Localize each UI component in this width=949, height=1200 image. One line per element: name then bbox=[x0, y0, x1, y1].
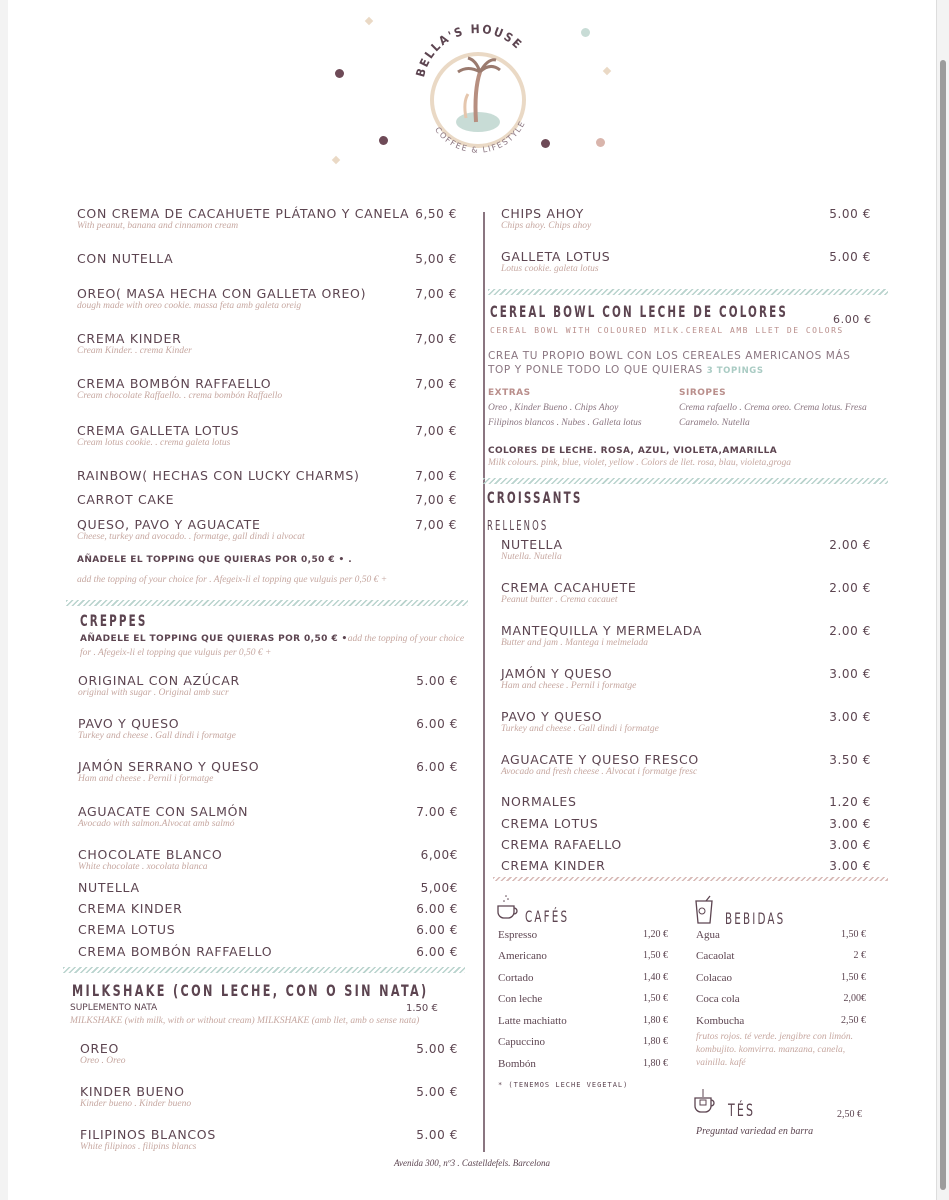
item-translation: Peanut butter . Crema cacauet bbox=[501, 595, 618, 605]
drink-price: 1,50 € bbox=[841, 929, 866, 940]
item-name: NUTELLA bbox=[78, 880, 140, 895]
topping-note: AÑADELE EL TOPPING QUE QUIERAS POR 0,50 € • . bbox=[77, 555, 353, 565]
item-price: 3.00 € bbox=[829, 859, 871, 873]
item-name: KINDER BUENO bbox=[80, 1084, 185, 1099]
drink-item bbox=[498, 972, 668, 984]
item-translation: White filipinos . filipins blancs bbox=[80, 1142, 197, 1152]
drink-item bbox=[696, 950, 866, 962]
drink-item bbox=[498, 1036, 668, 1048]
item-name: OREO( MASA HECHA CON GALLETA OREO) bbox=[77, 286, 367, 301]
item-price: 7,00 € bbox=[415, 518, 457, 532]
item-name: CREMA KINDER bbox=[77, 331, 182, 346]
item-name: CON NUTELLA bbox=[77, 251, 174, 266]
menu-item bbox=[80, 1127, 458, 1152]
drink-price: 1,50 € bbox=[643, 993, 668, 1004]
item-price: 7.00 € bbox=[416, 805, 458, 819]
item-translation: Ham and cheese . Pernil i formatge bbox=[78, 774, 214, 784]
item-name: CHOCOLATE BLANCO bbox=[78, 847, 223, 862]
rellenos-subtitle: RELLENOS bbox=[487, 519, 549, 534]
item-price: 3.00 € bbox=[829, 817, 871, 831]
drink-name: Kombucha bbox=[696, 1015, 745, 1027]
tes-title: TÉS bbox=[728, 1101, 756, 1121]
menu-item bbox=[77, 206, 457, 231]
item-name: CREMA KINDER bbox=[501, 858, 606, 873]
drink-name: Cortado bbox=[498, 972, 534, 984]
item-translation: Cream lotus cookie. . crema galeta lotus bbox=[77, 438, 231, 448]
drink-name: Cacaolat bbox=[696, 950, 735, 962]
item-translation: With peanut, banana and cinnamon cream bbox=[77, 221, 239, 231]
drink-name: Latte machiatto bbox=[498, 1015, 567, 1027]
cereal-desc-line1: CREA TU PROPIO BOWL CON LOS CEREALES AMERICANOS MÁS bbox=[488, 350, 851, 362]
menu-item bbox=[77, 423, 457, 448]
item-price: 6.00 € bbox=[416, 717, 458, 731]
milkshake-title: MILKSHAKE (CON LECHE, CON O SIN NATA) bbox=[72, 981, 429, 1000]
item-name: PAVO Y QUESO bbox=[78, 716, 180, 731]
tes-icon bbox=[692, 1086, 718, 1123]
drink-price: 2 € bbox=[853, 950, 866, 961]
item-name: CREMA RAFAELLO bbox=[501, 837, 622, 852]
item-translation: Chips ahoy. Chips ahoy bbox=[501, 221, 592, 231]
drink-item bbox=[696, 1015, 866, 1027]
item-name: CARROT CAKE bbox=[77, 492, 175, 507]
menu-item bbox=[501, 206, 871, 231]
creppes-note-sub: add the topping of your choice bbox=[347, 634, 465, 644]
item-price: 5.00 € bbox=[416, 1128, 458, 1142]
decor-dot bbox=[581, 28, 590, 37]
item-price: 5.00 € bbox=[416, 674, 458, 688]
menu-item bbox=[77, 468, 457, 483]
menu-item bbox=[78, 673, 458, 698]
item-price: 3.00 € bbox=[829, 667, 871, 681]
drink-item bbox=[498, 1058, 668, 1070]
item-name: QUESO, PAVO Y AGUACATE bbox=[77, 517, 261, 532]
item-price: 3.50 € bbox=[829, 753, 871, 767]
extras-heading: EXTRAS bbox=[488, 388, 531, 398]
item-name: AGUACATE CON SALMÓN bbox=[78, 804, 249, 819]
item-name: CREMA BOMBÓN RAFFAELLO bbox=[78, 944, 273, 959]
item-name: CREMA CACAHUETE bbox=[501, 580, 637, 595]
menu-item bbox=[78, 922, 458, 937]
item-price: 7,00 € bbox=[415, 424, 457, 438]
item-translation: Lotus cookie. galeta lotus bbox=[501, 264, 599, 274]
menu-item bbox=[80, 1084, 458, 1109]
item-translation: Nutella. Nutella bbox=[501, 552, 562, 562]
milkshake-suplemento-price: 1.50 € bbox=[406, 1003, 438, 1014]
item-translation: Kinder bueno . Kinder bueno bbox=[80, 1099, 192, 1109]
menu-item bbox=[501, 794, 871, 809]
item-translation: Avocado with salmon.Alvocat amb salmó bbox=[78, 819, 235, 829]
decor-dot bbox=[335, 69, 344, 78]
menu-item bbox=[501, 623, 871, 648]
siropes-line1: Crema rafaello . Crema oreo. Crema lotus. Fresa bbox=[679, 403, 867, 413]
drink-item bbox=[498, 929, 668, 941]
item-name: JAMÓN Y QUESO bbox=[501, 666, 613, 681]
logo-bottom-text: COFFEE & LIFESTYLE bbox=[433, 118, 528, 155]
decor-dot bbox=[596, 138, 605, 147]
item-price: 7,00 € bbox=[415, 493, 457, 507]
siropes-line2: Caramelo. Nutella bbox=[679, 418, 750, 428]
item-price: 5,00 € bbox=[415, 252, 457, 266]
item-translation: Avocado and fresh cheese . Alvocat i formatge fresc bbox=[501, 767, 698, 777]
creppes-note-sub2: for . Afegeix-li el topping que vulguis per 0,50 € + bbox=[80, 648, 272, 658]
item-price: 6.00 € bbox=[416, 902, 458, 916]
drink-name: Agua bbox=[696, 929, 720, 941]
menu-item bbox=[501, 837, 871, 852]
item-name: ORIGINAL CON AZÚCAR bbox=[78, 673, 240, 688]
item-name: CHIPS AHOY bbox=[501, 206, 585, 221]
item-name: CREMA GALLETA LOTUS bbox=[77, 423, 240, 438]
item-price: 6.00 € bbox=[416, 945, 458, 959]
divider bbox=[493, 877, 888, 881]
menu-item bbox=[501, 580, 871, 605]
menu-item bbox=[501, 816, 871, 831]
menu-item bbox=[501, 858, 871, 873]
drink-price: 1,20 € bbox=[643, 929, 668, 940]
item-name: PAVO Y QUESO bbox=[501, 709, 603, 724]
menu-item bbox=[501, 709, 871, 734]
drink-item bbox=[696, 972, 866, 984]
menu-page bbox=[8, 0, 937, 1200]
drink-price: 1,80 € bbox=[643, 1058, 668, 1069]
cereal-desc-line2-text: TOP Y PONLE TODO LO QUE QUIERAS bbox=[488, 364, 703, 376]
menu-item bbox=[501, 666, 871, 691]
drink-price: 1,80 € bbox=[643, 1036, 668, 1047]
menu-item bbox=[501, 249, 871, 274]
divider bbox=[66, 600, 468, 606]
item-name: OREO bbox=[80, 1041, 120, 1056]
drink-item bbox=[498, 993, 668, 1005]
menu-item bbox=[77, 331, 457, 356]
item-name: GALLETA LOTUS bbox=[501, 249, 611, 264]
drink-name: Colacao bbox=[696, 972, 733, 984]
item-name: NORMALES bbox=[501, 794, 577, 809]
item-price: 2.00 € bbox=[829, 624, 871, 638]
item-name: NUTELLA bbox=[501, 537, 563, 552]
creppes-note-bold: AÑADELE EL TOPPING QUE QUIERAS POR 0,50 € • bbox=[80, 634, 348, 644]
milkshake-desc: MILKSHAKE (with milk, with or without cream) MILKSHAKE (amb llet, amb o sense nata) bbox=[70, 1016, 420, 1026]
item-name: JAMÓN SERRANO Y QUESO bbox=[78, 759, 260, 774]
croissants-title: CROISSANTS bbox=[487, 488, 583, 507]
item-price: 3.00 € bbox=[829, 710, 871, 724]
drink-price: 2,50 € bbox=[841, 1015, 866, 1026]
menu-item bbox=[80, 1041, 458, 1066]
cafes-title: CAFÉS bbox=[525, 907, 570, 926]
item-translation: Turkey and cheese . Gall dindi i formatge bbox=[78, 731, 236, 741]
decor-dot bbox=[541, 139, 550, 148]
extras-line2: Filipinos blancos . Nubes . Galleta lotus bbox=[488, 418, 642, 428]
column-divider bbox=[483, 212, 485, 1152]
menu-item bbox=[78, 759, 458, 784]
item-price: 5.00 € bbox=[416, 1085, 458, 1099]
menu-item bbox=[78, 901, 458, 916]
item-name: FILIPINOS BLANCOS bbox=[80, 1127, 216, 1142]
item-name: MANTEQUILLA Y MERMELADA bbox=[501, 623, 703, 638]
item-price: 7,00 € bbox=[415, 332, 457, 346]
bebidas-icon bbox=[692, 895, 716, 932]
item-translation: dough made with oreo cookie. massa feta amb galeta oreig bbox=[77, 301, 302, 311]
item-translation: Ham and cheese . Pernil i formatge bbox=[501, 681, 637, 691]
cereal-desc bbox=[488, 349, 851, 378]
item-price: 3.00 € bbox=[829, 838, 871, 852]
item-translation: Turkey and cheese . Gall dindi i formatge bbox=[501, 724, 659, 734]
drink-name: Con leche bbox=[498, 993, 543, 1005]
drink-price: 1,40 € bbox=[643, 972, 668, 983]
kombucha-sub: frutos rojos. té verde. jengibre con limón. kombujito. komvirra. manzana, canela, vainilla. kafé bbox=[696, 1032, 853, 1068]
divider bbox=[63, 967, 465, 973]
bebidas-title: BEBIDAS bbox=[725, 909, 786, 928]
menu-item bbox=[77, 376, 457, 401]
drink-price: 1,50 € bbox=[643, 950, 668, 961]
drink-name: Coca cola bbox=[696, 993, 740, 1005]
cereal-subtitle: CEREAL BOWL WITH COLOURED MILK.CEREAL AMB LLET DE COLORS bbox=[490, 326, 844, 335]
item-price: 7,00 € bbox=[415, 469, 457, 483]
item-translation: Oreo . Oreo bbox=[80, 1056, 126, 1066]
item-translation: Cream chocolate Raffaello. . crema bombón Raffaello bbox=[77, 391, 283, 401]
tes-sub: Preguntad variedad en barra bbox=[696, 1126, 814, 1137]
menu-item bbox=[78, 944, 458, 959]
extras-line1: Oreo , Kinder Bueno . Chips Ahoy bbox=[488, 403, 619, 413]
menu-item bbox=[77, 517, 457, 542]
item-price: 5.00 € bbox=[829, 250, 871, 264]
decor-dot bbox=[379, 136, 388, 145]
drink-item bbox=[498, 1015, 668, 1027]
menu-item bbox=[78, 880, 458, 895]
creppes-note bbox=[80, 631, 470, 659]
item-price: 7,00 € bbox=[415, 287, 457, 301]
item-translation: White chocolate . xocolata blanca bbox=[78, 862, 208, 872]
tes-price: 2,50 € bbox=[837, 1109, 862, 1120]
footer-address: Avenida 300, nº3 . Castelldefels. Barcelona bbox=[394, 1158, 550, 1168]
item-price: 7,00 € bbox=[415, 377, 457, 391]
item-name: CON CREMA DE CACAHUETE PLÁTANO Y CANELA bbox=[77, 206, 410, 221]
item-price: 5.00 € bbox=[829, 207, 871, 221]
drink-price: 1,80 € bbox=[643, 1015, 668, 1026]
menu-item bbox=[77, 286, 457, 311]
item-price: 2.00 € bbox=[829, 581, 871, 595]
item-price: 6.00 € bbox=[416, 923, 458, 937]
item-price: 1.20 € bbox=[829, 795, 871, 809]
cafes-note: * (TENEMOS LECHE VEGETAL) bbox=[498, 1081, 629, 1089]
divider bbox=[488, 289, 888, 295]
menu-item bbox=[78, 847, 458, 872]
item-name: CREMA LOTUS bbox=[501, 816, 599, 831]
drink-price: 1,50 € bbox=[841, 972, 866, 983]
item-name: CREMA LOTUS bbox=[78, 922, 176, 937]
menu-item bbox=[501, 537, 871, 562]
topping-note-sub: add the topping of your choice for . Afegeix-li el topping que vulguis per 0,50 € + bbox=[77, 575, 388, 585]
milk-colors-heading: COLORES DE LECHE. ROSA, AZUL, VIOLETA,AMARILLA bbox=[488, 446, 778, 456]
menu-item bbox=[501, 752, 871, 777]
cereal-price: 6.00 € bbox=[833, 313, 872, 326]
siropes-heading: SIROPES bbox=[679, 388, 727, 398]
item-name: AGUACATE Y QUESO FRESCO bbox=[501, 752, 699, 767]
cereal-title: CEREAL BOWL CON LECHE DE COLORES bbox=[490, 302, 789, 321]
menu-item bbox=[78, 716, 458, 741]
item-price: 6,00€ bbox=[420, 848, 458, 862]
milkshake-suplemento: SUPLEMENTO NATA bbox=[70, 1003, 158, 1013]
milk-colors-sub: Milk colours. pink, blue, violet, yellow . Colors de llet. rosa, blau, violeta,groga bbox=[488, 458, 791, 468]
cereal-toppings: 3 TOPINGS bbox=[706, 366, 764, 376]
drink-item bbox=[696, 929, 866, 941]
item-price: 5.00 € bbox=[416, 1042, 458, 1056]
item-price: 5,00€ bbox=[420, 881, 458, 895]
item-name: RAINBOW( HECHAS CON LUCKY CHARMS) bbox=[77, 468, 360, 483]
drink-name: Bombón bbox=[498, 1058, 536, 1070]
drink-name: Americano bbox=[498, 950, 547, 962]
menu-item bbox=[78, 804, 458, 829]
drink-item bbox=[498, 950, 668, 962]
item-translation: original with sugar . Original amb sucr bbox=[78, 688, 229, 698]
logo-top-text: BELLA'S HOUSE bbox=[413, 21, 526, 79]
item-price: 2.00 € bbox=[829, 538, 871, 552]
drink-name: Espresso bbox=[498, 929, 538, 941]
cafes-icon bbox=[494, 892, 522, 927]
drink-name: Capuccino bbox=[498, 1036, 546, 1048]
item-price: 6,50 € bbox=[415, 207, 457, 221]
menu-item bbox=[77, 251, 457, 266]
drink-price: 2,00€ bbox=[843, 993, 866, 1004]
item-price: 6.00 € bbox=[416, 760, 458, 774]
item-translation: Cream Kinder. . crema Kinder bbox=[77, 346, 192, 356]
menu-item bbox=[77, 492, 457, 507]
drink-item bbox=[696, 993, 866, 1005]
creppes-title: CREPPES bbox=[80, 611, 148, 630]
divider bbox=[483, 478, 888, 484]
item-name: CREMA BOMBÓN RAFFAELLO bbox=[77, 376, 272, 391]
cereal-desc-line2 bbox=[488, 363, 851, 378]
item-translation: Cheese, turkey and avocado. . formatge, gall dindi i alvocat bbox=[77, 532, 305, 542]
item-translation: Butter and jam . Mantega i melmelada bbox=[501, 638, 648, 648]
scrollbar[interactable] bbox=[940, 60, 946, 1190]
item-name: CREMA KINDER bbox=[78, 901, 183, 916]
